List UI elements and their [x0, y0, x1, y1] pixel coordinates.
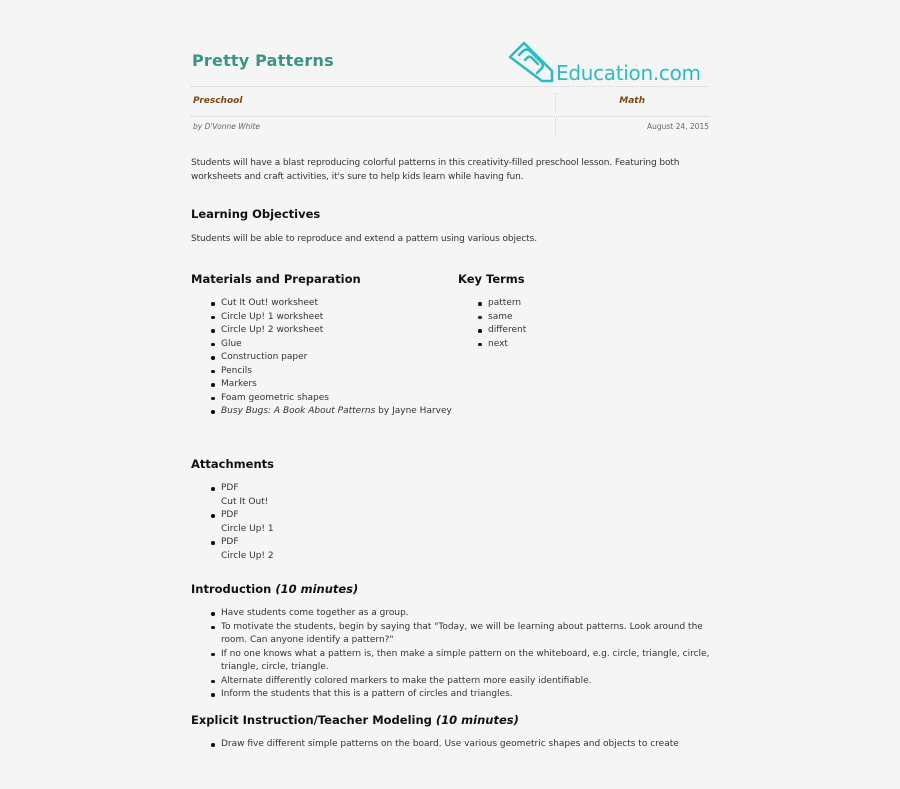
publish-date: August 24, 2015 — [646, 122, 709, 131]
subject-label[interactable]: Math — [619, 96, 645, 106]
attachment-item[interactable] — [221, 482, 461, 509]
book-title: Busy Bugs: A Book About Patterns — [221, 406, 376, 416]
logo-text: Education.com — [556, 61, 701, 85]
book-author: by Jayne Harvey — [375, 406, 452, 416]
attachment-type: PDF — [221, 483, 239, 493]
list-item: Have students come together as a group. — [221, 607, 731, 621]
lesson-plan-page — [191, 0, 710, 749]
attachment-link[interactable]: Cut It Out! — [221, 496, 269, 507]
key-terms-list — [458, 297, 688, 351]
list-item: Inform the students that this is a pattern of circles and triangles. — [221, 688, 731, 702]
key-terms-heading: Key Terms — [458, 272, 525, 286]
divider — [191, 86, 709, 87]
list-item: Foam geometric shapes — [221, 392, 461, 406]
explicit-instruction-list — [191, 738, 741, 749]
introduction-duration: (10 minutes) — [275, 582, 359, 596]
list-item-book — [221, 405, 461, 419]
list-item: Circle Up! 1 worksheet — [221, 311, 461, 325]
meta-row-author — [191, 122, 709, 146]
explicit-instruction-heading-label: Explicit Instruction/Teacher Modeling — [191, 713, 432, 727]
materials-heading: Materials and Preparation — [191, 272, 361, 286]
page-title: Pretty Patterns — [192, 51, 334, 70]
materials-list — [191, 297, 461, 419]
attachment-item[interactable] — [221, 509, 461, 536]
list-item: Alternate differently colored markers to make the pattern more easily identifiable. — [221, 675, 731, 689]
introduction-heading — [191, 582, 358, 596]
introduction-heading-label: Introduction — [191, 582, 272, 596]
pencil-logo-icon — [508, 41, 556, 83]
explicit-instruction-heading — [191, 713, 519, 727]
introduction-list — [191, 607, 731, 702]
learning-objectives-text: Students will be able to reproduce and extend a pattern using various objects. — [191, 234, 537, 244]
grade-label[interactable]: Preschool — [193, 96, 243, 106]
attachments-heading: Attachments — [191, 457, 274, 471]
list-item: different — [488, 324, 688, 338]
list-item: Circle Up! 2 worksheet — [221, 324, 461, 338]
list-item: If no one knows what a pattern is, then make a simple pattern on the whiteboard, e.g. circle, triangle, circle, triangle, circle, triangle. — [221, 648, 731, 675]
author-byline: by D'Vonne White — [193, 122, 261, 131]
list-item: Glue — [221, 338, 461, 352]
attachment-link[interactable]: Circle Up! 1 — [221, 523, 274, 534]
list-item: Draw five different simple patterns on the board. Use various geometric shapes and objects to create — [221, 738, 741, 749]
attachments-list — [191, 482, 461, 563]
attachment-link[interactable]: Circle Up! 2 — [221, 550, 274, 561]
list-item: Pencils — [221, 365, 461, 379]
explicit-instruction-duration: (10 minutes) — [435, 713, 519, 727]
learning-objectives-heading: Learning Objectives — [191, 207, 321, 221]
list-item: pattern — [488, 297, 688, 311]
list-item: Cut It Out! worksheet — [221, 297, 461, 311]
list-item: To motivate the students, begin by saying that "Today, we will be learning about patterns. Look around the room. Can anyone identify a pattern?" — [221, 621, 731, 648]
list-item: next — [488, 338, 688, 352]
intro-paragraph: Students will have a blast reproducing colorful patterns in this creativity-filled preschool lesson. Featuring both worksheets and craft activities, it's sure to help kids learn while having fun. — [191, 158, 680, 182]
divider — [191, 116, 709, 117]
document-header — [191, 0, 709, 86]
attachment-item[interactable] — [221, 536, 461, 563]
attachment-type: PDF — [221, 510, 239, 520]
list-item: same — [488, 311, 688, 325]
education-com-logo[interactable] — [508, 41, 712, 87]
list-item: Markers — [221, 378, 461, 392]
attachment-type: PDF — [221, 537, 239, 547]
list-item: Construction paper — [221, 351, 461, 365]
